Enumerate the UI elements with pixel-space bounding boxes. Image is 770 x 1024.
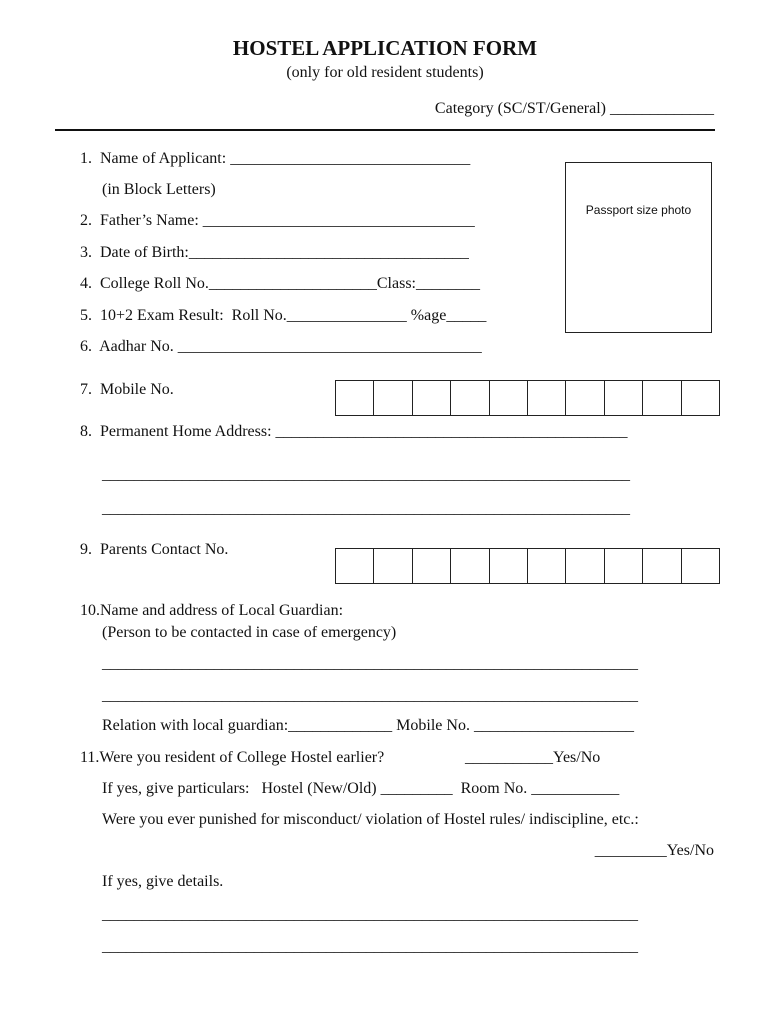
address-line-1[interactable]: __________________________________________________________________ xyxy=(102,466,630,483)
digit-box[interactable] xyxy=(605,381,643,415)
digit-box[interactable] xyxy=(413,549,451,583)
previous-resident-answer[interactable]: ___________Yes/No xyxy=(465,749,601,766)
aadhar-field[interactable]: 6. Aadhar No. ______________________________________ xyxy=(80,338,482,355)
digit-box[interactable] xyxy=(605,549,643,583)
details-line-1[interactable]: ___________________________________________________________________ xyxy=(102,906,638,923)
digit-box[interactable] xyxy=(336,381,374,415)
digit-box[interactable] xyxy=(643,381,681,415)
category-field[interactable]: Category (SC/ST/General) _____________ xyxy=(434,100,714,117)
passport-photo-label: Passport size photo xyxy=(585,203,692,217)
block-letters-note: (in Block Letters) xyxy=(102,181,216,198)
father-name-field[interactable]: 2. Father’s Name: __________________________________ xyxy=(80,212,475,229)
digit-box[interactable] xyxy=(566,381,604,415)
digit-box[interactable] xyxy=(490,381,528,415)
digit-box[interactable] xyxy=(528,549,566,583)
date-of-birth-field[interactable]: 3. Date of Birth:___________________________________ xyxy=(80,244,469,261)
guardian-relation-mobile-field[interactable]: Relation with local guardian:_____________ Mobile No. ____________________ xyxy=(102,717,634,734)
parents-contact-label: 9. Parents Contact No. xyxy=(80,541,229,558)
mobile-digit-boxes[interactable] xyxy=(335,380,720,416)
passport-photo-box xyxy=(565,162,712,333)
digit-box[interactable] xyxy=(374,381,412,415)
local-guardian-label: 10.Name and address of Local Guardian: xyxy=(80,602,344,619)
exam-result-field[interactable]: 5. 10+2 Exam Result: Roll No._______________ %age_____ xyxy=(80,307,487,324)
digit-box[interactable] xyxy=(336,549,374,583)
applicant-name-field[interactable]: 1. Name of Applicant: ______________________________ xyxy=(80,150,471,167)
details-label: If yes, give details. xyxy=(102,873,224,890)
misconduct-answer[interactable]: _________Yes/No xyxy=(594,842,714,859)
guardian-address-line-1[interactable]: ___________________________________________________________________ xyxy=(102,655,638,672)
digit-box[interactable] xyxy=(682,549,720,583)
form-title: HOSTEL APPLICATION FORM xyxy=(232,36,538,60)
emergency-contact-note: (Person to be contacted in case of emergency) xyxy=(102,624,397,641)
digit-box[interactable] xyxy=(451,549,489,583)
hostel-particulars-field[interactable]: If yes, give particulars: Hostel (New/Old) _________ Room No. ___________ xyxy=(102,780,620,797)
digit-box[interactable] xyxy=(374,549,412,583)
address-line-2[interactable]: __________________________________________________________________ xyxy=(102,500,630,517)
digit-box[interactable] xyxy=(566,549,604,583)
form-subtitle: (only for old resident students) xyxy=(286,64,484,81)
previous-resident-question: 11.Were you resident of College Hostel earlier? xyxy=(80,749,385,766)
digit-box[interactable] xyxy=(490,549,528,583)
mobile-label: 7. Mobile No. xyxy=(80,381,174,398)
digit-box[interactable] xyxy=(413,381,451,415)
permanent-address-field[interactable]: 8. Permanent Home Address: ____________________________________________ xyxy=(80,423,628,440)
digit-box[interactable] xyxy=(451,381,489,415)
header-divider xyxy=(55,129,715,131)
guardian-address-line-2[interactable]: ___________________________________________________________________ xyxy=(102,687,638,704)
college-roll-class-field[interactable]: 4. College Roll No._____________________Class:________ xyxy=(80,275,480,292)
digit-box[interactable] xyxy=(682,381,720,415)
details-line-2[interactable]: ___________________________________________________________________ xyxy=(102,938,638,955)
parents-digit-boxes[interactable] xyxy=(335,548,720,584)
digit-box[interactable] xyxy=(528,381,566,415)
misconduct-question: Were you ever punished for misconduct/ violation of Hostel rules/ indiscipline, etc.: xyxy=(102,811,639,828)
digit-box[interactable] xyxy=(643,549,681,583)
